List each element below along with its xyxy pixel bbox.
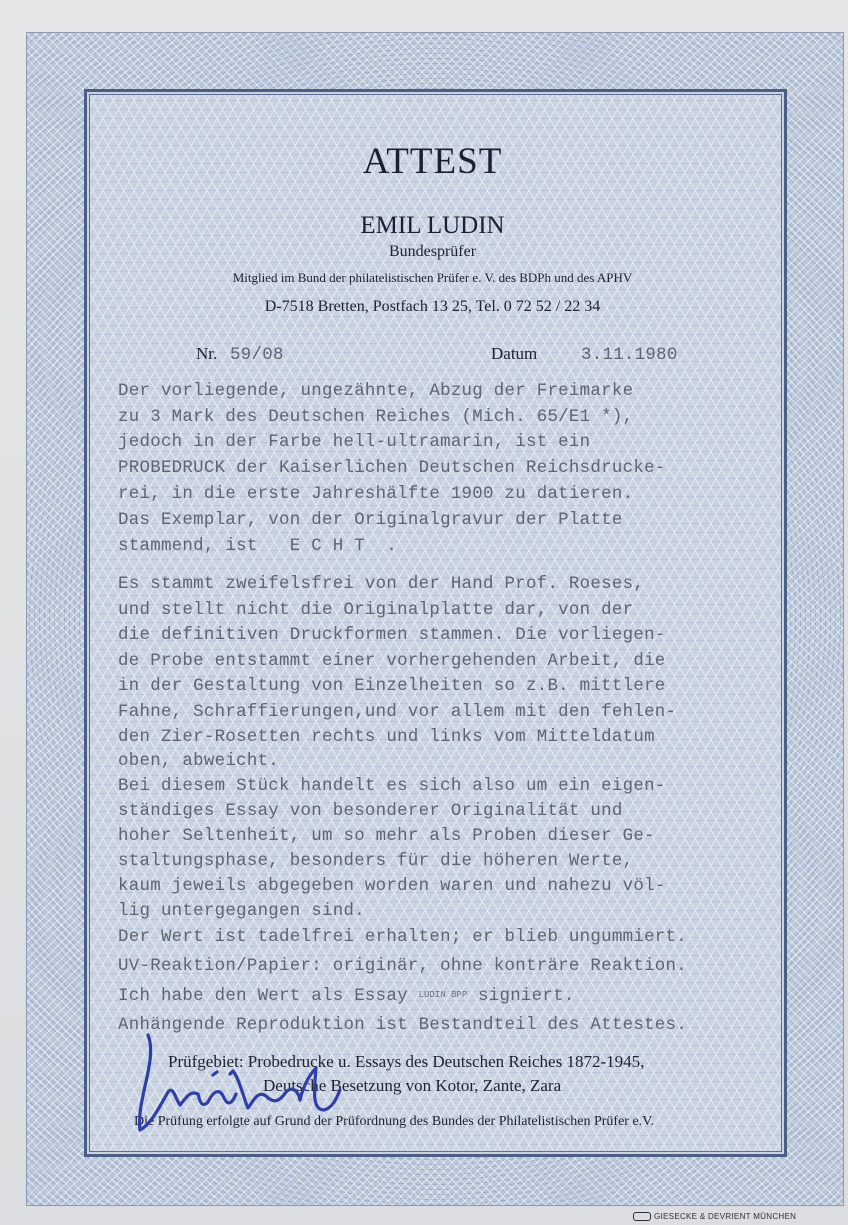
body-line: in der Gestaltung von Einzelheiten so z.B. mittlere	[118, 677, 666, 696]
signed-word: signiert.	[477, 987, 575, 1006]
printer-logo-icon	[633, 1212, 651, 1221]
body-line: hoher Seltenheit, um so mehr als Proben dieser Ge-	[118, 827, 655, 846]
signing-stamp: LUDIN BPP	[418, 989, 468, 1000]
number-value: 59/08	[230, 346, 284, 365]
body-line: oben, abweicht.	[118, 752, 280, 771]
date-label: Datum	[491, 344, 538, 363]
body-line: de Probe entstammt einer vorhergehenden Arbeit, die	[118, 652, 666, 671]
body-line: PROBEDRUCK der Kaiserlichen Deutschen Reichsdrucke-	[118, 459, 666, 478]
body-line: Ich habe den Wert als Essay	[118, 987, 408, 1006]
body-line: ständiges Essay von besonderer Originalität und	[118, 802, 623, 821]
body-line: Es stammt zweifelsfrei von der Hand Prof. Roeses,	[118, 575, 645, 594]
body-line: den Zier-Rosetten rechts und links vom Mitteldatum	[118, 728, 655, 747]
certificate-title: ATTEST	[362, 141, 503, 182]
signed-line	[118, 988, 575, 1005]
body-line: lig untergegangen sind.	[118, 902, 365, 921]
body-line: Der vorliegende, ungezähnte, Abzug der Freimarke	[118, 382, 634, 401]
body-line: und stellt nicht die Originalplatte dar, von der	[118, 601, 634, 620]
date-value: 3.11.1980	[581, 346, 678, 365]
body-line: Das Exemplar, von der Originalgravur der Platte	[118, 511, 623, 530]
body-line: zu 3 Mark des Deutschen Reiches (Mich. 65/E1 *),	[118, 408, 634, 427]
area-line-1: Probedrucke u. Essays des Deutschen Reiches 1872-1945,	[247, 1052, 645, 1071]
body-line: die definitiven Druckformen stammen. Die vorliegen-	[118, 626, 666, 645]
examiner-role: Bundesprüfer	[388, 243, 477, 260]
body-line: jedoch in der Farbe hell-ultramarin, ist ein	[118, 433, 591, 452]
rules-note: Die Prüfung erfolgte auf Grund der Prüfordnung des Bundes der Philatelistischen Prüfer e.V.	[134, 1114, 654, 1129]
area-label: Prüfgebiet:	[168, 1052, 244, 1071]
body-line: Fahne, Schraffierungen,und vor allem mit den fehlen-	[118, 703, 677, 722]
examiner-name: EMIL LUDIN	[360, 212, 505, 239]
body-line: rei, in die erste Jahreshälfte 1900 zu datieren.	[118, 485, 634, 504]
printer-imprint	[633, 1212, 796, 1221]
body-line: Bei diesem Stück handelt es sich also um ein eigen-	[118, 777, 666, 796]
printer-imprint-text: GIESECKE & DEVRIENT MÜNCHEN	[654, 1212, 797, 1221]
body-line: stammend, ist E C H T .	[118, 537, 398, 556]
number-label: Nr.	[196, 344, 218, 363]
body-line: UV-Reaktion/Papier: originär, ohne konträre Reaktion.	[118, 957, 688, 976]
address-line: D-7518 Bretten, Postfach 13 25, Tel. 0 72 52 / 22 34	[264, 298, 601, 315]
body-line: staltungsphase, besonders für die höheren Werte,	[118, 852, 634, 871]
handwritten-signature	[128, 1030, 358, 1140]
membership-line: Mitglied im Bund der philatelistischen Prüfer e. V. des BDPh und des APHV	[232, 270, 633, 285]
body-line: Der Wert ist tadelfrei erhalten; er blieb ungummiert.	[118, 928, 688, 947]
body-line: kaum jeweils abgegeben worden waren und nahezu völ-	[118, 877, 666, 896]
area-line-2: Deutsche Besetzung von Kotor, Zante, Zara	[263, 1076, 562, 1095]
body-line: Anhängende Reproduktion ist Bestandteil des Attestes.	[118, 1016, 688, 1035]
